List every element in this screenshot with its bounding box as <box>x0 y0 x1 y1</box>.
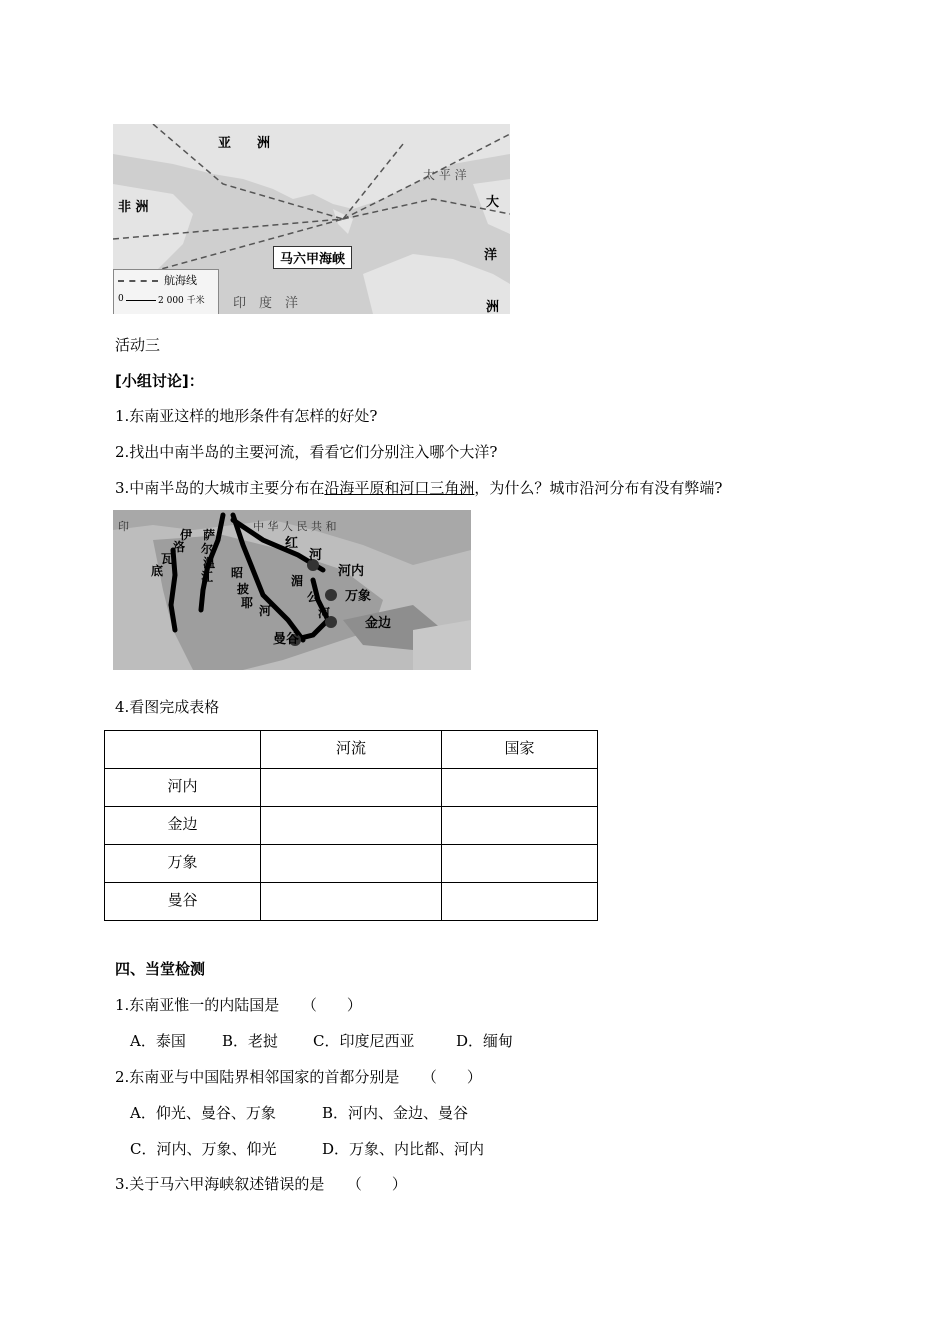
test-question-2: 2.东南亚与中国陆界相邻国家的首都分别是 （ ） <box>115 1068 482 1086</box>
table-cell-country[interactable] <box>442 883 598 921</box>
scale-bar <box>126 300 156 301</box>
label-malacca-strait: 马六甲海峡 <box>273 246 352 269</box>
table-cell-river[interactable] <box>261 883 442 921</box>
indochina-rivers-map <box>113 510 471 670</box>
label-yang: 洋 <box>484 248 498 263</box>
q1-option-d[interactable]: D．缅甸 <box>456 1032 514 1050</box>
label-yin: 印 <box>118 520 129 533</box>
label-gong: 公 <box>307 590 320 604</box>
label-hong: 红 <box>285 536 299 551</box>
table-row <box>105 883 598 921</box>
q1-option-b[interactable]: B．老挝 <box>222 1032 279 1050</box>
question-2: 2.找出中南半岛的主要河流，看看它们分别注入哪个大洋? <box>115 443 498 461</box>
label-zhao: 昭 <box>231 566 244 580</box>
label-wen: 温 <box>203 556 216 570</box>
table-row-label: 曼谷 <box>105 883 261 921</box>
label-pi: 披 <box>237 582 250 596</box>
table-row <box>105 769 598 807</box>
q2-option-b[interactable]: B．河内、金边、曼谷 <box>322 1104 469 1122</box>
table-header-row <box>105 731 598 769</box>
shipping-route-map <box>113 124 510 314</box>
question-1: 1.东南亚这样的地形条件有怎样的好处? <box>115 407 378 425</box>
legend-route-line <box>118 280 158 282</box>
table-row-label: 万象 <box>105 845 261 883</box>
label-luo: 洛 <box>173 540 186 554</box>
table-cell-country[interactable] <box>442 845 598 883</box>
label-da: 大 <box>486 195 500 210</box>
label-di: 底 <box>151 564 164 578</box>
question-3 <box>115 478 722 498</box>
scale-km: 2 000 千米 <box>158 296 205 306</box>
label-indian-ocean: 印 度 洋 <box>233 296 299 311</box>
table-row <box>105 807 598 845</box>
table-row-label: 金边 <box>105 807 261 845</box>
question-3-underlined: 沿海平原和河口三角洲 <box>324 479 475 497</box>
q1-option-a[interactable]: A．泰国 <box>130 1032 186 1050</box>
q2-option-d[interactable]: D．万象、内比都、河内 <box>322 1140 485 1158</box>
label-pacific: 太 平 洋 <box>423 168 467 182</box>
table-cell-river[interactable] <box>261 845 442 883</box>
scale-zero: 0 <box>118 294 124 304</box>
table-header-cell: 河流 <box>261 731 442 769</box>
question-3-prefix: 3.中南半岛的大城市主要分布在 <box>115 479 325 497</box>
test-question-3: 3.关于马六甲海峡叙述错误的是 （ ） <box>115 1175 407 1193</box>
label-mei: 湄 <box>291 574 304 588</box>
table-row-label: 河内 <box>105 769 261 807</box>
label-africa: 非 洲 <box>118 200 149 215</box>
q2-option-c[interactable]: C．河内、万象、仰光 <box>130 1140 277 1158</box>
table-cell-river[interactable] <box>261 807 442 845</box>
label-he3: 河 <box>259 604 272 618</box>
test-question-1: 1.东南亚惟一的内陆国是 （ ） <box>115 996 362 1014</box>
label-yi: 伊 <box>180 528 193 542</box>
table-header-cell <box>105 731 261 769</box>
label-jiang: 江 <box>201 570 214 584</box>
label-sa: 萨 <box>203 528 216 542</box>
label-vientiane: 万象 <box>345 589 372 604</box>
table-cell-country[interactable] <box>442 769 598 807</box>
label-phnom-penh: 金边 <box>365 616 392 631</box>
map-legend <box>113 269 219 314</box>
label-he: 河 <box>309 548 323 563</box>
table-cell-country[interactable] <box>442 807 598 845</box>
group-discussion-label: [小组讨论]： <box>115 372 204 390</box>
label-hanoi: 河内 <box>338 564 365 579</box>
label-wa: 瓦 <box>161 552 174 566</box>
table-row <box>105 845 598 883</box>
label-bangkok: 曼谷 <box>273 632 300 647</box>
legend-route-label: 航海线 <box>164 274 197 287</box>
activity-three-title: 活动三 <box>115 336 161 354</box>
rivers-countries-table <box>104 730 598 921</box>
label-zhou: 洲 <box>486 300 500 314</box>
question-4: 4.看图完成表格 <box>115 698 220 716</box>
table-cell-river[interactable] <box>261 769 442 807</box>
label-he2: 河 <box>318 606 331 620</box>
table-header-cell: 国家 <box>442 731 598 769</box>
label-ye: 耶 <box>241 596 254 610</box>
question-3-suffix: ，为什么？城市沿河分布有没有弊端? <box>474 479 723 497</box>
section-four-title: 四、当堂检测 <box>115 960 206 978</box>
label-china: 中 华 人 民 共 和 <box>253 520 337 533</box>
q1-option-c[interactable]: C．印度尼西亚 <box>313 1032 415 1050</box>
q2-option-a[interactable]: A．仰光、曼谷、万象 <box>130 1104 276 1122</box>
label-er: 尔 <box>201 542 214 556</box>
label-asia: 亚 洲 <box>218 136 271 151</box>
